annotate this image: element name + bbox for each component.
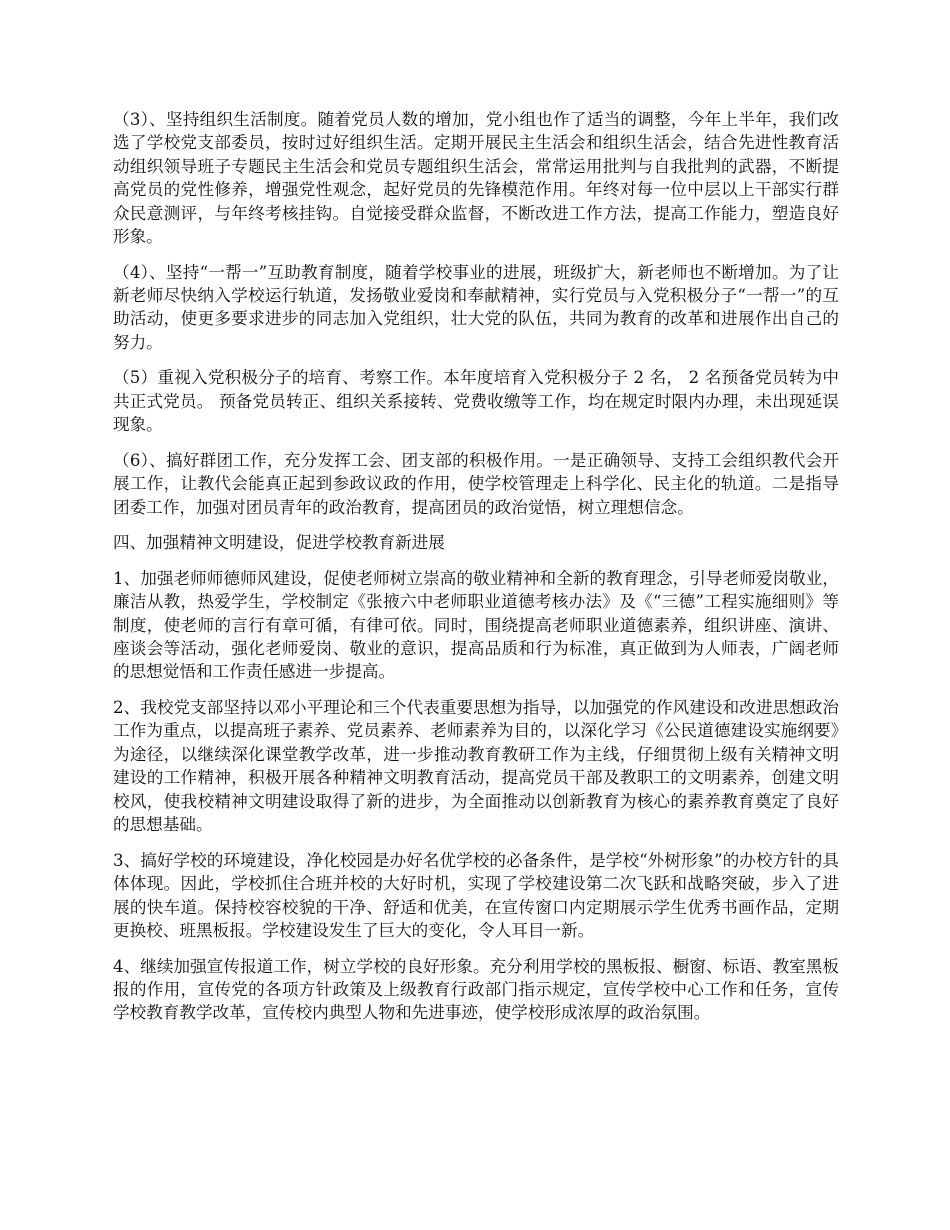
document-body xyxy=(113,108,839,1037)
paragraph-organization-life: （3）、坚持组织生活制度。随着党员人数的增加，党小组也作了适当的调整，今年上半年，我们改选了学校党支部委员，按时过好组织生活。定期开展民主生活会和组织生活会，结合先进性教育活动组织领导班子专题民主生活会和党员专题组织生活会，常常运用批判与自我批判的武器，不断提高党员的党性修养，增强党性观念，起好党员的先锋模范作用。年终对每一位中层以上干部实行群众民意测评，与年终考核挂钩。自觉接受群众监督，不断改进工作方法，提高工作能力，塑造良好形象。 xyxy=(113,110,839,247)
paragraph-mass-organizations: （6）、搞好群团工作，充分发挥工会、团支部的积极作用。一是正确领导、支持工会组织教代会开展工作，让教代会能真正起到参政议政的作用，使学校管理走上科学化、民主化的轨道。二是指导团委工作，加强对团员青年的政治教育，提高团员的政治觉悟，树立理想信念。 xyxy=(113,450,839,517)
paragraph-teacher-ethics: 1、加强老师师德师风建设，促使老师树立崇高的敬业精神和全新的教育理念，引导老师爱岗敬业，廉洁从教，热爱学生，学校制定《张掖六中老师职业道德考核办法》及《“三德”工程实施细则》等制度，使老师的言行有章可循，有律可依。同时，围绕提高老师职业道德素养，组织讲座、演讲、座谈会等活动，强化老师爱岗、敬业的意识，提高品质和行为标准，真正做到为人师表，广阔老师的思想觉悟和工作责任感进一步提高。 xyxy=(113,568,839,682)
paragraph-campus-environment: 3、搞好学校的环境建设，净化校园是办好名优学校的必备条件，是学校“外树形象”的办校方针的具体体现。因此，学校抓住合班并校的大好时机，实现了学校建设第二次飞跃和战略突破，步入了进展的快车道。保持校容校貌的干净、舒适和优美，在宣传窗口内定期展示学生优秀书画作品，定期更换校、班黑板报。学校建设发生了巨大的变化，令人耳目一新。 xyxy=(113,850,839,940)
paragraph-publicity-work: 4、继续加强宣传报道工作，树立学校的良好形象。充分利用学校的黑板报、橱窗、标语、教室黑板报的作用，宣传党的各项方针政策及上级教育行政部门指示规定，宣传学校中心工作和任务，宣传学校教育教学改革，宣传校内典型人物和先进事迹，使学校形成浓厚的政治氛围。 xyxy=(113,956,839,1023)
paragraph-mutual-help: （4）、坚持“一帮一”互助教育制度，随着学校事业的进展，班级扩大，新老师也不断增加。为了让新老师尽快纳入学校运行轨道，发扬敬业爱岗和奉献精神，实行党员与入党积极分子“一帮一”的互助活动，使更多要求进步的同志加入党组织，壮大党的队伍，共同为教育的改革和进展作出自己的努力。 xyxy=(113,262,839,352)
paragraph-party-activists: （5）重视入党积极分子的培育、考察工作。本年度培育入党积极分子 2 名， 2 名预备党员转为中共正式党员。 预备党员转正、组织关系接转、党费收缴等工作，均在规定时限内办理，未出现延误现象。 xyxy=(113,368,839,435)
section-heading-spiritual-civilization: 四、加强精神文明建设，促进学校教育新进展 xyxy=(113,533,445,553)
paragraph-party-branch-guidance: 2、我校党支部坚持以邓小平理论和三个代表重要思想为指导，以加强党的作风建设和改进思想政治工作为重点，以提高班子素养、党员素养、老师素养为目的，以深化学习《公民道德建设实施纲要》为途径，以继续深化课堂教学改革，进一步推动教育教研工作为主线，仔细贯彻上级有关精神文明建设的工作精神，积极开展各种精神文明教育活动，提高党员干部及教职工的文明素养，创建文明校风，使我校精神文明建设取得了新的进步，为全面推动以创新教育为核心的素养教育奠定了良好的思想基础。 xyxy=(113,698,839,835)
